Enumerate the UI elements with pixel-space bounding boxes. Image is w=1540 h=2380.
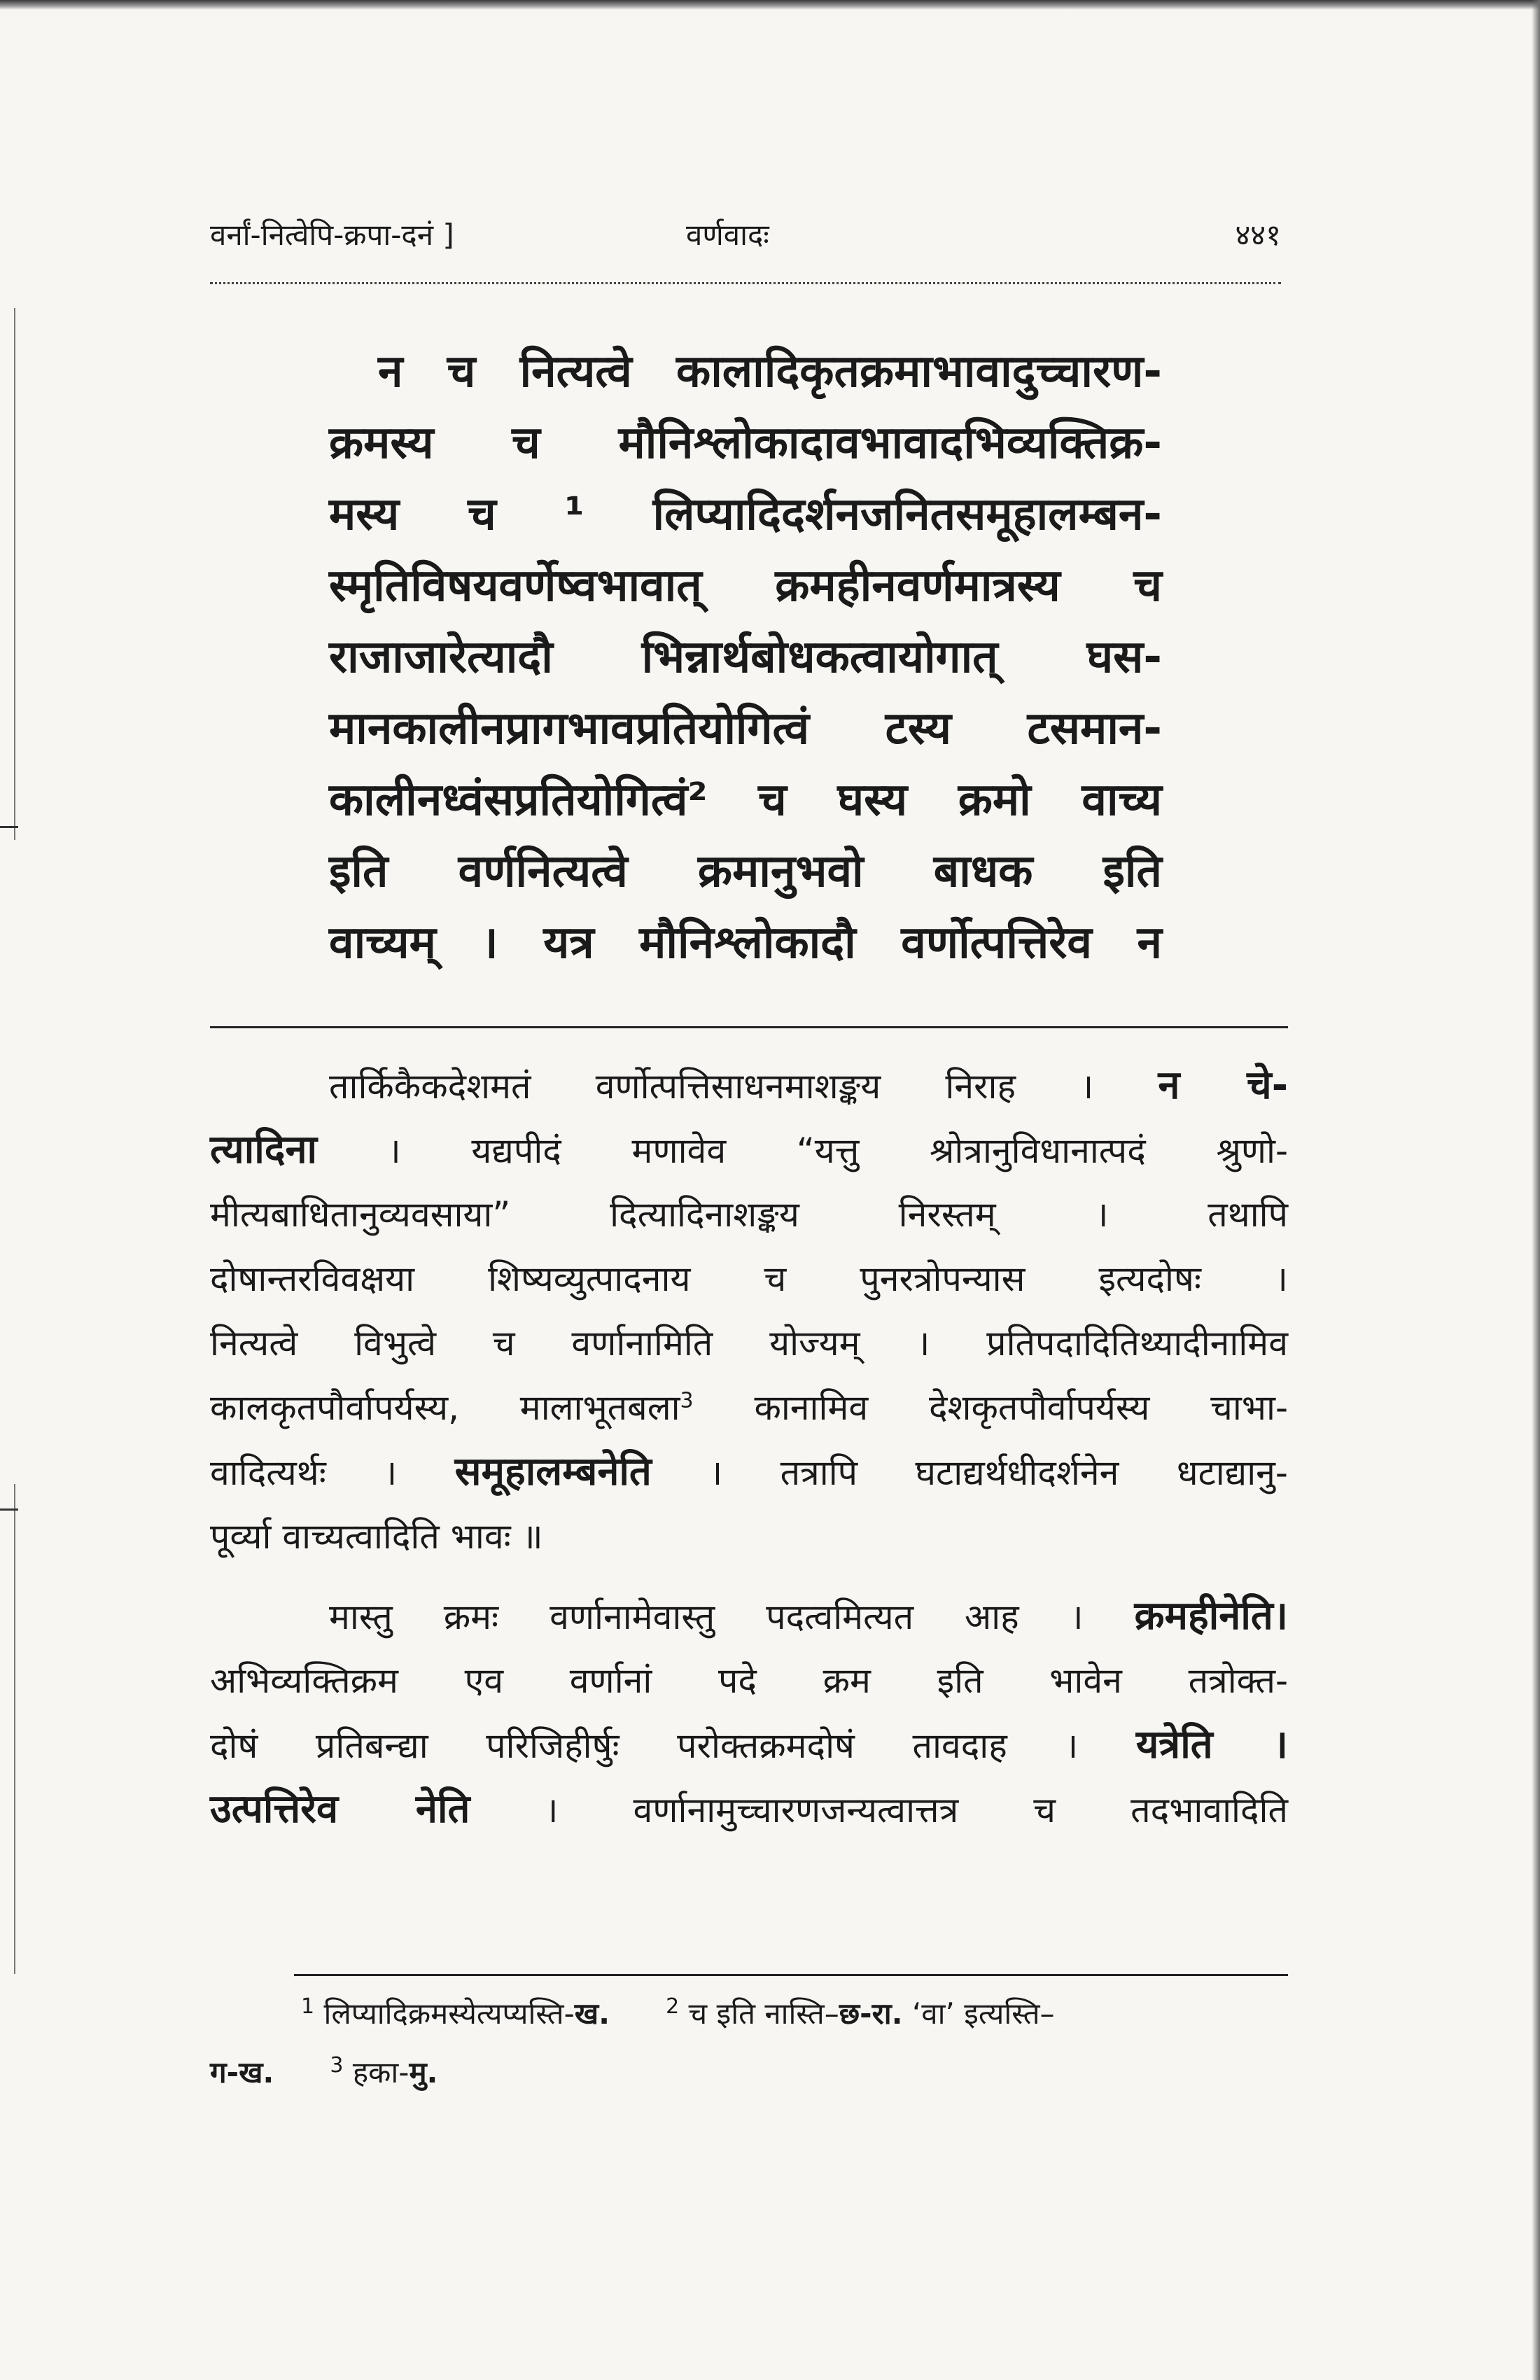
footnote-text: ‘वा’ इत्यस्ति– [902,1996,1055,2031]
commentary-text: वादित्यर्थः । [210,1452,398,1493]
commentary-block [210,1054,1288,1842]
commentary-lemma: यत्रेति । [1135,1722,1288,1768]
commentary-line [210,1584,1288,1648]
main-text-line: मस्य च ¹ लिप्यादिदर्शनजनितसमूहालम्बन- [329,489,1162,540]
footnote-source: ग-ख. [210,2055,274,2090]
commentary-line [210,1118,1288,1182]
binding-line [14,308,15,840]
footnote-text: लिप्यादिक्रमस्येत्यप्यस्ति- [314,1996,575,2031]
main-text-line: राजाजारेत्यादौ भिन्नार्थबोधकत्वायोगात् घस- [329,631,1162,683]
commentary-line [210,1777,1288,1842]
commentary-lemma: उत्पत्तिरेव नेति [210,1786,470,1832]
commentary-line: नित्यत्वे विभुत्वे च वर्णानामिति योज्यम् । प्रतिपदादितिथ्यादीनामिव [210,1323,1288,1364]
main-text-line: मानकालीनप्रागभावप्रतियोगित्वं टस्य टसमान- [329,703,1162,755]
header-section-range: वर्नां-नित्वेपि-क्रपा-दनं ] [210,218,454,252]
footnote-number: 3 [330,2053,344,2078]
footnote-source: ख. [574,1996,610,2031]
paragraph-gap [210,1569,1288,1584]
commentary-line [210,1713,1288,1777]
main-text-line: न च नित्यत्वे कालादिकृतक्रमाभावादुच्चारण- [378,346,1162,398]
commentary-line [210,1054,1288,1118]
main-text-line: इति वर्णनित्यत्वे क्रमानुभवो बाधक इति [329,846,1162,897]
footnote-text: च इति नास्ति– [679,1996,839,2031]
commentary-lemma: त्यादिना [210,1127,318,1172]
commentary-line [210,1376,1288,1440]
commentary-text: तार्किकैकदेशमतं वर्णोत्पत्तिसाधनमाशङ्कय निराह । [329,1066,1094,1107]
page-edge-shadow [0,0,1540,10]
main-text-line: क्रमस्य च मौनिश्लोकादावभावादभिव्यक्तिक्र- [329,417,1162,469]
commentary-line: अभिव्यक्तिक्रम एव वर्णानां पदे क्रम इति भावेन तत्रोक्त- [210,1660,1288,1701]
footnote-number: 1 [301,1994,315,2019]
commentary-line: पूर्व्या वाच्यत्वादिति भावः ॥ [210,1516,543,1557]
main-text-block [329,336,1162,979]
commentary-text: कालकृतपौर्वापर्यस्य, मालाभूतबला [210,1387,680,1428]
footnote-number: 2 [666,1994,680,2019]
footnote-marker: 3 [680,1388,694,1413]
commentary-text: । वर्णानामुच्चारणजन्यत्वात्तत्र च तदभावादिति [545,1790,1288,1830]
commentary-lemma: क्रमहीनेति। [1134,1593,1288,1639]
commentary-lemma: न चे- [1158,1063,1288,1108]
main-text-line: वाच्यम् । यत्र मौनिश्लोकादौ वर्णोत्पत्तिरेव न [329,917,1162,969]
commentary-text: कानामिव देशकृतपौर्वापर्यस्य चाभा- [693,1387,1288,1428]
main-text-line: स्मृतिविषयवर्णेष्वभावात् क्रमहीनवर्णमात्रस्य च [329,560,1162,612]
commentary-line: मीत्यबाधितानुव्यवसाया” दित्यादिनाशङ्कय निरस्तम् । तथापि [210,1194,1288,1235]
running-header [210,214,1281,263]
binding-line [14,1484,15,1974]
commentary-text: दोषं प्रतिबन्द्या परिजिहीर्षुः परोक्तक्रमदोषं तावदाह । [210,1726,1079,1766]
footnote-source: मु. [409,2055,438,2090]
commentary-text: । यद्यपीदं मणावेव “यत्तु श्रोत्रानुविधानात्पदं श्रुणो- [387,1130,1288,1171]
footnote-text: हका- [343,2055,410,2090]
commentary-line [210,1440,1288,1504]
commentary-text: । तत्रापि घटाद्यर्थधीदर्शनेन धटाद्यानु- [709,1452,1288,1493]
binding-mark [0,1508,18,1511]
binding-mark [0,826,18,828]
commentary-lemma: समूहालम्बनेति [454,1449,652,1494]
footnote-rule [294,1974,1288,1976]
commentary-text: मास्तु क्रमः वर्णानामेवास्तु पदत्वमित्यत आह । [329,1597,1084,1637]
footnote-line [210,2043,1288,2102]
footnote-source: छ-रा. [839,1996,903,2031]
header-rule [210,282,1281,284]
page-number: ४४१ [1235,218,1281,252]
main-text-line: कालीनध्वंसप्रतियोगित्वं² च घस्य क्रमो वाच्य [329,774,1162,826]
page-right-edge [1532,0,1540,2380]
header-title: वर्णवादः [686,218,769,252]
footnote-line [210,1984,1288,2043]
footnotes-block [210,1984,1288,2102]
commentary-line: दोषान्तरविवक्षया शिष्यव्युत्पादनाय च पुनरत्रोपन्यास इत्यदोषः । [210,1259,1288,1299]
main-text-rule [210,1026,1288,1028]
